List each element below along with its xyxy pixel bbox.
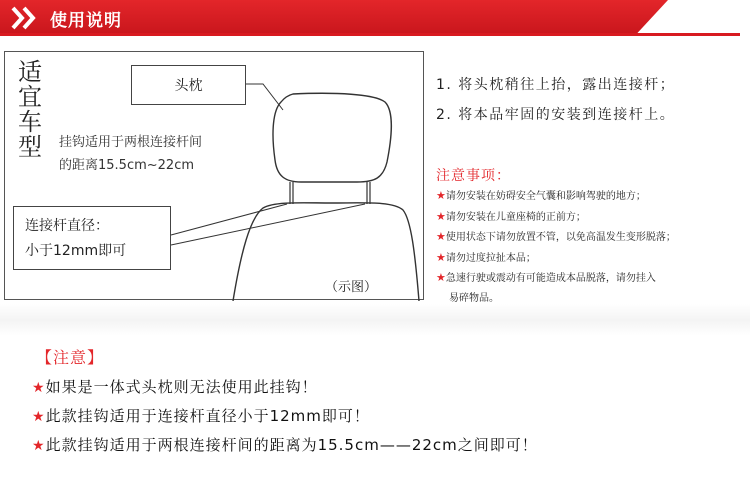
bottom-notice-list	[32, 373, 732, 460]
star-icon: ★	[436, 189, 446, 202]
bottom-notice-item: ★如果是一体式头枕则无法使用此挂钩！	[32, 378, 318, 396]
star-icon: ★	[32, 380, 46, 396]
rod-diameter-label: 连接杆直径： 小于12mm即可	[13, 206, 171, 270]
star-icon: ★	[32, 438, 46, 454]
notice-item-continuation: 易碎物品。	[449, 292, 499, 304]
diagram-box	[4, 51, 424, 300]
step-2: 2. 将本品牢固的安装到连接杆上。	[436, 107, 676, 123]
double-chevron-right-icon	[10, 5, 38, 31]
header-title: 使用说明	[50, 11, 122, 31]
diagram-caption: （示图）	[325, 280, 378, 295]
notice-item: ★请勿过度拉扯本品；	[436, 250, 536, 264]
star-icon: ★	[436, 271, 446, 284]
rod-pointer-1	[171, 204, 287, 235]
headrest-pointer	[243, 84, 283, 110]
suitable-car-title: 适 宜 车 型	[18, 58, 42, 161]
install-steps	[436, 70, 746, 130]
notice-list	[436, 186, 748, 308]
bottom-notice-title: 【注意】	[36, 348, 105, 367]
notice-item: ★使用状态下请勿放置不管，以免高温发生变形脱落；	[436, 230, 676, 243]
star-icon: ★	[436, 250, 446, 264]
notice-item: ★急速行驶或震动有可能造成本品脱落，请勿挂入	[436, 271, 656, 284]
notice-title: 注意事项：	[436, 168, 511, 184]
header	[0, 0, 750, 36]
section-divider	[0, 304, 750, 336]
bottom-notice-item: ★此款挂钩适用于两根连接杆间的距离为15.5cm——22cm之间即可！	[32, 436, 538, 454]
step-1: 1. 将头枕稍往上抬，露出连接杆；	[436, 77, 676, 93]
star-icon: ★	[436, 230, 446, 243]
notice-item: ★请勿安装在儿童座椅的正前方；	[436, 209, 586, 223]
headrest-outline	[273, 93, 391, 182]
star-icon: ★	[32, 409, 46, 425]
notice-item: ★请勿安装在妨碍安全气囊和影响驾驶的地方；	[436, 189, 646, 202]
star-icon: ★	[436, 209, 446, 223]
rod-pointer-2	[171, 204, 365, 245]
hook-distance-description: 挂钩适用于两根连接杆间 的距离15.5cm~22cm	[59, 135, 203, 173]
bottom-notice-item: ★此款挂钩适用于连接杆直径小于12mm即可！	[32, 407, 370, 425]
header-underline	[0, 33, 740, 36]
headrest-label: 头枕	[131, 65, 246, 105]
